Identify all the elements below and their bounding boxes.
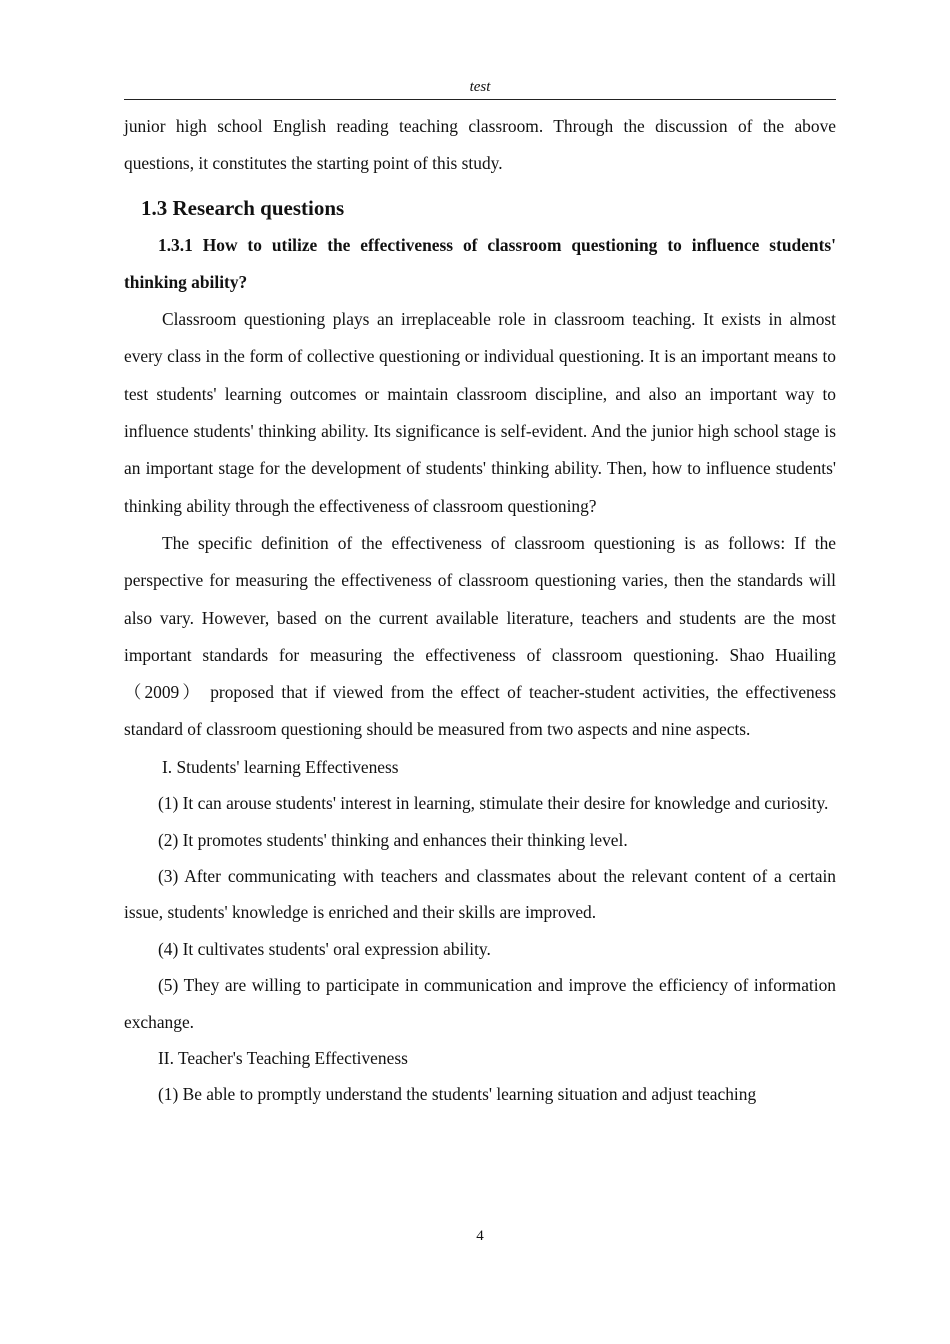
list-item: (1) Be able to promptly understand the students' learning situation and adjust teaching bbox=[158, 1084, 757, 1105]
list-item: (1) It can arouse students' interest in learning, stimulate their desire for knowledge and curiosity. bbox=[158, 793, 829, 814]
paragraph-continuation: junior high school English reading teaching classroom. Through the discussion of the above questions, it constitutes the starting point of this study. bbox=[124, 116, 836, 174]
teacher-effectiveness-title: II. Teacher's Teaching Effectiveness bbox=[158, 1048, 408, 1068]
list-item: (2) It promotes students' thinking and enhances their thinking level. bbox=[158, 829, 628, 850]
list-item: (4) It cultivates students' oral expression ability. bbox=[158, 938, 491, 959]
running-header: test bbox=[469, 79, 491, 95]
header-rule bbox=[124, 99, 836, 100]
paragraph-1: Classroom questioning plays an irreplaceable role in classroom teaching. It exists in almost every class in the form of collective questioning or individual questioning. It is an important means to test students' learning outcomes or maintain classroom discipline, and also an important way to influence students' thinking ability. Its significance is self-evident. And the junior high school stage is an important stage for the development of students' thinking ability. Then, how to influence students' thinking ability through the effectiveness of classroom questioning? bbox=[124, 309, 836, 516]
page-body bbox=[124, 108, 836, 1113]
page-number: 4 bbox=[476, 1228, 484, 1244]
section-heading: 1.3 Research questions bbox=[141, 195, 345, 220]
subsection-heading: 1.3.1 How to utilize the effectiveness of classroom questioning to influence students' thinking ability? bbox=[124, 234, 836, 292]
list-item: (3) After communicating with teachers and classmates about the relevant content of a certain issue, students' knowledge is enriched and their skills are improved. bbox=[124, 865, 836, 923]
list-item: (5) They are willing to participate in communication and improve the efficiency of information exchange. bbox=[124, 975, 836, 1032]
paragraph-2: The specific definition of the effectiveness of classroom questioning is as follows: If the perspective for measuring the effectiveness of classroom questioning varies, then the standards will also vary. However, based on the current available literature, teachers and students are the most important standards for measuring the effectiveness of classroom questioning. Shao Huailing（2009） proposed that if viewed from the effect of teacher-student activities, the effectiveness standard of classroom questioning should be measured from two aspects and nine aspects. bbox=[124, 532, 836, 740]
students-effectiveness-title: I. Students' learning Effectiveness bbox=[162, 756, 399, 777]
